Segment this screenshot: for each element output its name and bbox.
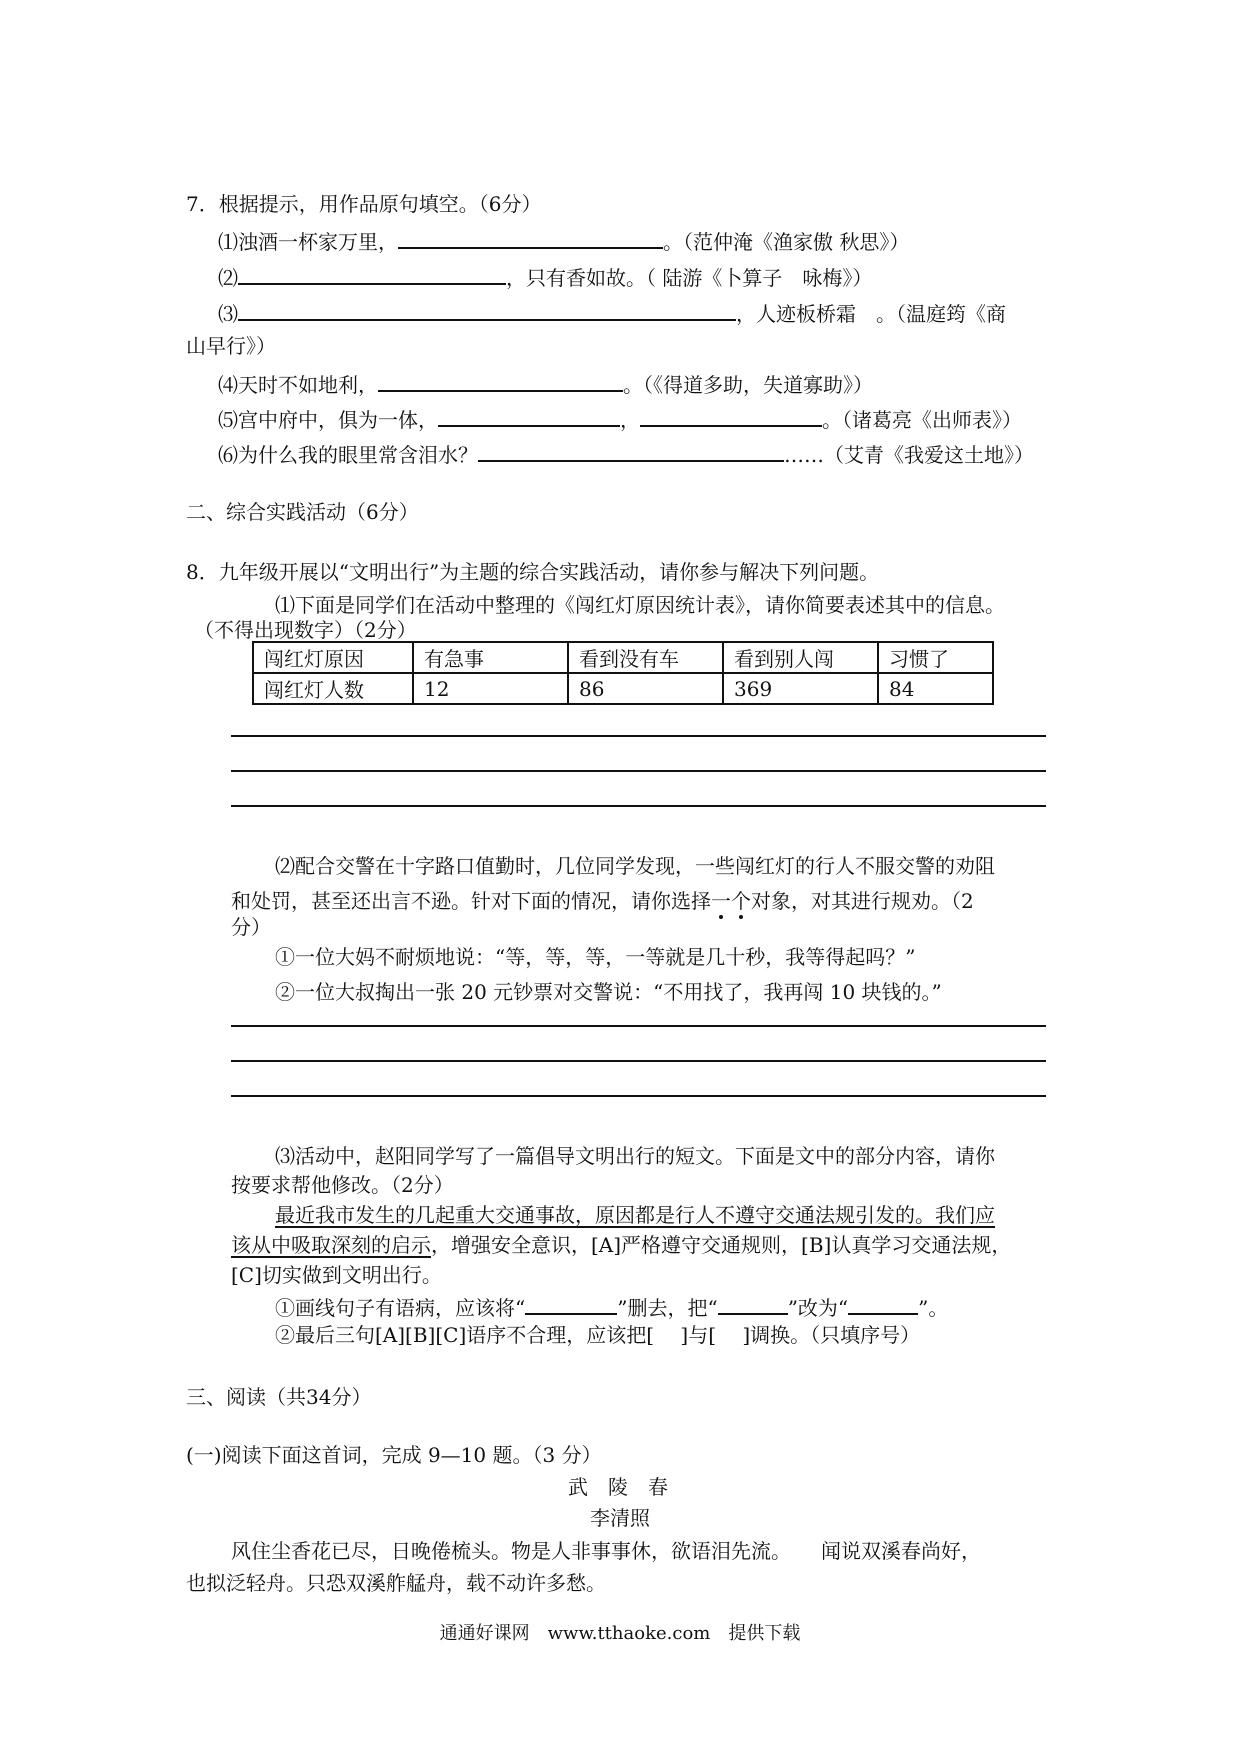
q7-item-5 (218, 403, 1022, 434)
q8-p3-ask-2: ②最后三句[A][B][C]语序不合理，应该把[ ]与[ ]调换。（只填序号） (275, 1323, 921, 1347)
section-2-title: 二、综合实践活动（6分） (186, 500, 419, 524)
poem-line-2: 也拟泛轻舟。只恐双溪舴艋舟，载不动许多愁。 (186, 1571, 606, 1595)
q7-item-4-post: 。（《得道多助，失道寡助》） (623, 373, 873, 397)
q8-p3-ask-1-c: ”改为“ (787, 1296, 849, 1320)
q7-blank-3[interactable] (238, 297, 736, 321)
q7-item-3-continued: 山早行》） (186, 334, 276, 358)
emphasis-ge: 个 (731, 889, 751, 913)
q7-item-2 (218, 261, 872, 292)
q7-item-2-post: ，只有香如故。（ 陆游《卜算子 咏梅》） (506, 266, 873, 290)
table-row (253, 642, 993, 673)
q8-p3-text-line1: 最近我市发生的几起重大交通事故，原因都是行人不遵守交通法规引发的。我们应 (275, 1203, 995, 1227)
q8-p3-blank-to[interactable] (848, 1291, 918, 1315)
answer-line-p1-2[interactable] (231, 770, 1046, 772)
table-header-cell: 有急事 (413, 642, 568, 673)
poem-line-1: 风住尘香花已尽，日晚倦梳头。物是人非事事休，欲语泪先流。 闻说双溪春尚好， (231, 1539, 981, 1563)
q8-p1-line2: （不得出现数字）（2分） (194, 618, 417, 642)
q8-p2-line3: 分） (231, 915, 271, 939)
reading-1-intro: (一)阅读下面这首词，完成 9—10 题。（3 分） (186, 1443, 602, 1467)
table-row (253, 673, 993, 704)
table-header-cell: 闯红灯原因 (253, 642, 413, 673)
answer-line-p1-1[interactable] (231, 735, 1046, 737)
poem-author: 李清照 (590, 1506, 650, 1530)
table-cell: 12 (413, 673, 568, 704)
q8-p2-case-1: ①一位大妈不耐烦地说：“等，等，等，一等就是几十秒，我等得起吗？” (275, 945, 916, 969)
q7-blank-1[interactable] (398, 225, 663, 249)
q7-item-4-pre: ⑷天时不如地利， (218, 373, 378, 397)
q8-p2-line2 (231, 887, 974, 915)
q7-item-2-pre: ⑵ (218, 266, 238, 290)
q7-item-4 (218, 368, 873, 399)
q7-blank-5a[interactable] (438, 403, 620, 427)
q8-p3-text-line2-rest: ，增强安全意识，[A]严格遵守交通规则，[B]认真学习交通法规， (431, 1233, 1012, 1257)
q7-item-3-pre: ⑶ (218, 302, 238, 326)
q8-p2-case-2: ②一位大叔掏出一张 20 元钞票对交警说：“不用找了，我再闯 10 块钱的。” (275, 980, 942, 1004)
q7-item-3-post: ，人迹板桥霜 。（温庭筠《商 (736, 302, 1006, 326)
page-footer: 通通好课网 www.tthaoke.com 提供下载 (439, 1623, 801, 1644)
q7-item-6-post: ……（艾青《我爱这土地》） (784, 443, 1034, 467)
q8-title: 8．九年级开展以“文明出行”为主题的综合实践活动，请你参与解决下列问题。 (186, 560, 880, 584)
q8-p3-line1: ⑶活动中，赵阳同学写了一篇倡导文明出行的短文。下面是文中的部分内容，请你 (275, 1144, 995, 1168)
poem-title: 武 陵 春 (568, 1475, 668, 1499)
q8-p3-underlined-phrase: 该从中吸取深刻的启示 (231, 1233, 431, 1257)
q7-blank-5b[interactable] (640, 403, 822, 427)
q8-p3-ask-1-d: ”。 (918, 1296, 949, 1320)
table-header-cell: 看到别人闯 (723, 642, 878, 673)
table-cell: 闯红灯人数 (253, 673, 413, 704)
table-header-cell: 看到没有车 (568, 642, 723, 673)
q8-p3-text-line3: [C]切实做到文明出行。 (231, 1263, 442, 1287)
q8-p3-line2: 按要求帮他修改。（2分） (231, 1173, 454, 1197)
q8-p2-line1: ⑵配合交警在十字路口值勤时，几位同学发现，一些闯红灯的行人不服交警的劝阻 (275, 854, 995, 878)
q8-p2-line2-b: 对象，对其进行规劝。（2 (751, 889, 974, 913)
red-light-stats-table (252, 641, 994, 705)
q7-item-3 (218, 297, 1006, 328)
q8-p2-line2-a: 和处罚，甚至还出言不逊。针对下面的情况，请你选择 (231, 889, 711, 913)
q7-item-5-pre: ⑸宫中府中，俱为一体， (218, 408, 438, 432)
q7-item-5-post: 。（诸葛亮《出师表》） (822, 408, 1022, 432)
q8-p3-ask-1-b: ”删去，把“ (617, 1296, 718, 1320)
q7-item-5-mid: ， (620, 408, 640, 432)
q8-p3-blank-from[interactable] (718, 1291, 788, 1315)
q7-item-1-post: 。（范仲淹《渔家傲 秋思》） (663, 230, 910, 254)
q8-p3-ask-1 (275, 1291, 948, 1322)
q7-title: 7．根据提示，用作品原句填空。（6分） (186, 192, 542, 216)
answer-line-p2-2[interactable] (231, 1060, 1046, 1062)
answer-line-p2-3[interactable] (231, 1095, 1046, 1097)
q7-blank-4[interactable] (378, 368, 623, 392)
q8-p3-ask-1-a: ①画线句子有语病，应该将“ (275, 1296, 526, 1320)
q8-p1-line1: ⑴下面是同学们在活动中整理的《闯红灯原因统计表》，请你简要表述其中的信息。 (275, 593, 1005, 617)
answer-line-p2-1[interactable] (231, 1025, 1046, 1027)
q7-blank-6[interactable] (478, 438, 784, 462)
table-cell: 86 (568, 673, 723, 704)
table-cell: 369 (723, 673, 878, 704)
table-header-cell: 习惯了 (878, 642, 993, 673)
answer-line-p1-3[interactable] (231, 805, 1046, 807)
q7-item-1-pre: ⑴浊酒一杯家万里， (218, 230, 398, 254)
q8-p3-blank-delete[interactable] (525, 1291, 617, 1315)
table-cell: 84 (878, 673, 993, 704)
q7-blank-2[interactable] (238, 261, 506, 285)
q7-item-1 (218, 225, 909, 256)
q7-item-6 (218, 438, 1034, 469)
emphasis-yi: 一 (711, 889, 731, 913)
section-3-title: 三、阅读（共34分） (186, 1385, 372, 1409)
q8-p3-text-line2 (231, 1231, 1011, 1259)
q7-item-6-pre: ⑹为什么我的眼里常含泪水？ (218, 443, 478, 467)
